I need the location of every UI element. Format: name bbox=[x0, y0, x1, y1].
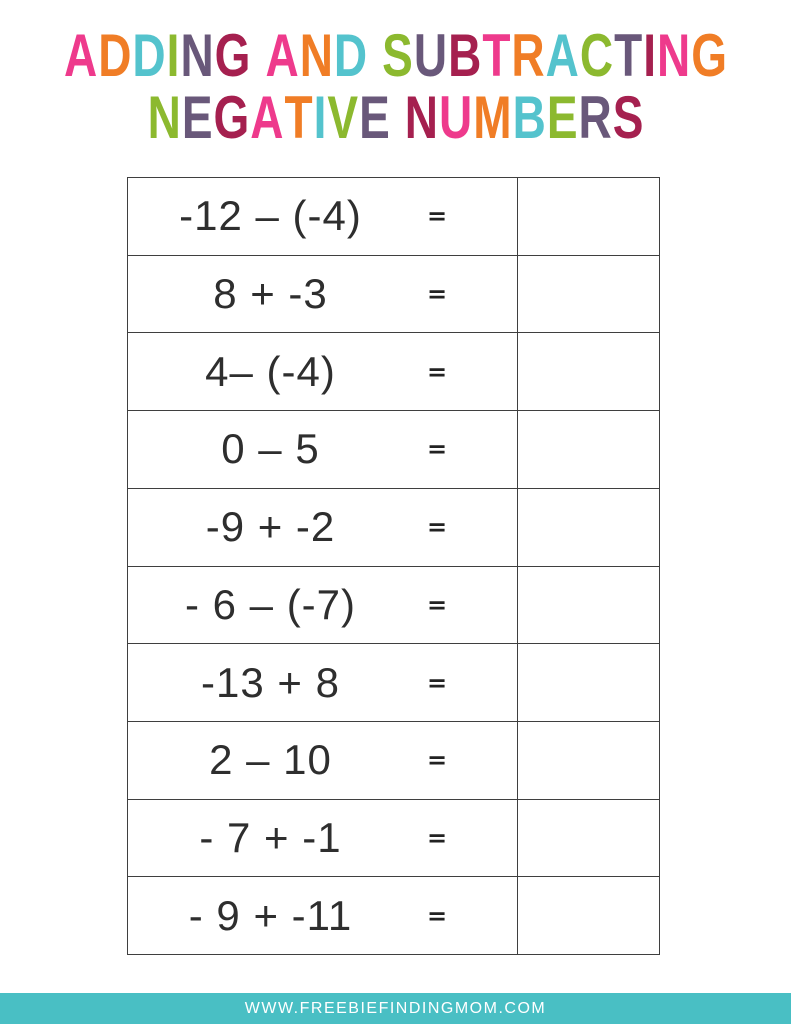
title-letter: G bbox=[691, 20, 728, 90]
problem-row bbox=[128, 877, 659, 954]
equals-sign: = bbox=[427, 435, 448, 464]
answer-cell[interactable] bbox=[518, 800, 659, 877]
title-letter: E bbox=[359, 82, 390, 152]
answer-cell[interactable] bbox=[518, 644, 659, 721]
problem-cell bbox=[128, 178, 518, 255]
problem-expression: - 9 + -11 bbox=[188, 891, 353, 939]
title-letter: T bbox=[614, 20, 643, 90]
problem-expression: 0 – 5 bbox=[221, 425, 320, 473]
title-letter: N bbox=[147, 82, 181, 152]
title-letter: N bbox=[657, 20, 691, 90]
problem-row bbox=[128, 333, 659, 411]
equals-sign: = bbox=[427, 513, 448, 542]
equals-sign: = bbox=[427, 280, 448, 309]
problem-cell bbox=[128, 489, 518, 566]
title-letter: D bbox=[98, 20, 132, 90]
equals-sign: = bbox=[427, 823, 448, 852]
title-letter: I bbox=[166, 20, 180, 90]
problem-cell bbox=[128, 256, 518, 333]
title-letter: N bbox=[299, 20, 333, 90]
problem-expression: -9 + -2 bbox=[205, 503, 336, 551]
problem-cell bbox=[128, 877, 518, 954]
title-letter: V bbox=[327, 82, 359, 152]
answer-cell[interactable] bbox=[518, 877, 659, 954]
problem-row bbox=[128, 489, 659, 567]
title-letter: M bbox=[473, 82, 512, 152]
title-letter: I bbox=[313, 82, 327, 152]
title-letter: B bbox=[448, 20, 482, 90]
problem-expression: -12 – (-4) bbox=[179, 192, 362, 240]
problem-row bbox=[128, 411, 659, 489]
title-letter: N bbox=[180, 20, 214, 90]
page-title bbox=[0, 0, 791, 154]
title-letter: D bbox=[333, 20, 368, 90]
equals-sign: = bbox=[427, 746, 448, 775]
problem-row bbox=[128, 722, 659, 800]
problem-row bbox=[128, 644, 659, 722]
problem-cell bbox=[128, 567, 518, 644]
title-line bbox=[0, 82, 791, 154]
problem-cell bbox=[128, 722, 518, 799]
title-line bbox=[0, 20, 791, 92]
footer-url: WWW.FREEBIEFINDINGMOM.COM bbox=[244, 999, 547, 1017]
title-letter: R bbox=[578, 82, 612, 152]
title-letter: A bbox=[545, 20, 579, 90]
problem-row bbox=[128, 800, 659, 878]
equals-sign: = bbox=[427, 357, 448, 386]
title-letter: G bbox=[214, 20, 251, 90]
title-letter: T bbox=[284, 82, 313, 152]
equals-sign: = bbox=[427, 590, 448, 619]
answer-cell[interactable] bbox=[518, 489, 659, 566]
title-letter: A bbox=[265, 20, 299, 90]
problem-expression: 8 + -3 bbox=[213, 270, 328, 318]
title-letter: U bbox=[413, 20, 448, 90]
title-letter: T bbox=[482, 20, 511, 90]
problem-cell bbox=[128, 411, 518, 488]
answer-cell[interactable] bbox=[518, 333, 659, 410]
problem-expression: - 7 + -1 bbox=[199, 813, 342, 861]
problem-expression: 2 – 10 bbox=[209, 736, 332, 784]
title-letter: S bbox=[612, 82, 644, 152]
title-letter: E bbox=[181, 82, 213, 152]
equals-sign: = bbox=[427, 901, 448, 930]
answer-cell[interactable] bbox=[518, 722, 659, 799]
answer-cell[interactable] bbox=[518, 256, 659, 333]
answer-cell[interactable] bbox=[518, 567, 659, 644]
problem-expression: - 6 – (-7) bbox=[184, 580, 357, 628]
title-letter: R bbox=[511, 20, 545, 90]
equals-sign: = bbox=[427, 668, 448, 697]
problem-cell bbox=[128, 644, 518, 721]
problems-table bbox=[127, 177, 660, 955]
title-letter: I bbox=[643, 20, 657, 90]
problem-row bbox=[128, 567, 659, 645]
problem-cell bbox=[128, 333, 518, 410]
title-letter: U bbox=[439, 82, 473, 152]
title-letter: A bbox=[63, 20, 98, 90]
title-letter: B bbox=[512, 82, 546, 152]
problem-expression: 4– (-4) bbox=[205, 347, 336, 395]
title-letter: E bbox=[546, 82, 578, 152]
title-letter: N bbox=[404, 82, 439, 152]
answer-cell[interactable] bbox=[518, 411, 659, 488]
title-letter: S bbox=[382, 20, 413, 90]
problem-cell bbox=[128, 800, 518, 877]
title-letter: D bbox=[132, 20, 166, 90]
footer-bar bbox=[0, 993, 791, 1024]
title-letter: A bbox=[250, 82, 284, 152]
problem-expression: -13 + 8 bbox=[201, 658, 340, 706]
equals-sign: = bbox=[427, 202, 448, 231]
problem-row bbox=[128, 178, 659, 256]
title-letter: G bbox=[213, 82, 250, 152]
title-letter: C bbox=[579, 20, 614, 90]
answer-cell[interactable] bbox=[518, 178, 659, 255]
problem-row bbox=[128, 256, 659, 334]
